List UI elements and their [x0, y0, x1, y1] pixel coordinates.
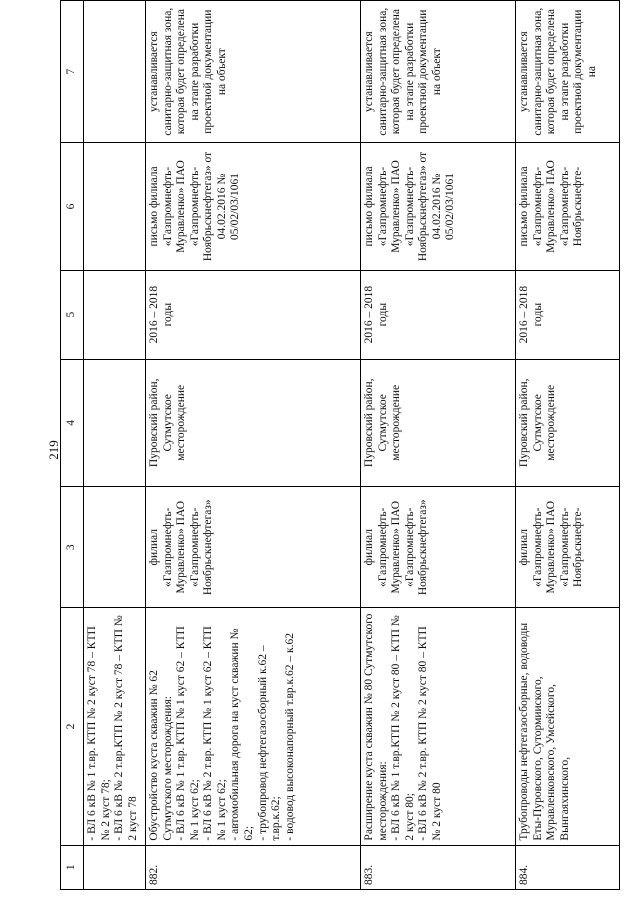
- row-number: 884.: [516, 845, 620, 889]
- cell-description: [361, 608, 516, 845]
- table-row: [361, 1, 516, 890]
- text-line: - водовод высоконапорный т.вр.к.62 – к.62: [283, 633, 296, 841]
- table-row: [146, 1, 361, 890]
- cell-source: письмо филиала «Газпромнефть-Муравленко» ПАО «Газпромнефть-Ноябрьскнефтегаз» от 04.02.2016 № 05/02/03/1061: [361, 143, 516, 270]
- col-header-3: 3: [61, 487, 84, 608]
- row-number: 883.: [361, 845, 516, 889]
- text-line: - автомобильная дорога на куст скважин № 62;: [229, 628, 255, 841]
- cell-organization: филиал «Газпромнефть-Муравленко» ПАО «Газпромнефть-Ноябрьскнефте-: [516, 487, 620, 608]
- cell-num: [84, 845, 146, 889]
- cell-period: 2016 – 2018 годы: [361, 270, 516, 359]
- cell-description: [84, 608, 146, 845]
- cell-source: письмо филиала «Газпромнефть-Муравленко» ПАО «Газпромнефть-Ноябрьскнефте-: [516, 143, 620, 270]
- cell-location: Пуровский район, Сутмутское месторождение: [516, 359, 620, 486]
- col-header-5: 5: [61, 270, 84, 359]
- cell-source: письмо филиала «Газпромнефть-Муравленко» ПАО «Газпромнефть-Ноябрьскнефтегаз» от 04.02.2016 № 05/02/03/1061: [146, 143, 361, 270]
- col-header-1: 1: [61, 845, 84, 889]
- text-line: - ВЛ 6 кВ № 1 т.вр. КТП № 1 куст 62 – КТП № 1 куст 62;: [175, 626, 201, 841]
- cell-note: устанавливается санитарно-защитная зона, которая будет определена на этапе разработки проектной документации на объект: [146, 1, 361, 143]
- col-header-6: 6: [61, 143, 84, 270]
- text-line: - ВЛ 6 кВ № 2 т.вр. КТП № 1 куст 62 – КТП № 1 куст 62;: [202, 626, 228, 841]
- cell-empty: [84, 1, 146, 143]
- col-header-7: 7: [61, 1, 84, 143]
- document-table: [60, 0, 620, 890]
- row-number: 882.: [146, 845, 361, 889]
- table-row-continuation: [84, 1, 146, 890]
- text-line: Обустройство куста скважин № 62 Сутмутского месторождения:: [148, 670, 174, 841]
- cell-location: Пуровский район, Сутмутское месторождение: [361, 359, 516, 486]
- col-header-2: 2: [61, 608, 84, 845]
- text-line: Трубопроводы нефтегазосборные, водоводы Еты-Пуровского, Сутормииского, Муравленковского, Умсейского, Вынгаяхинского,: [518, 622, 571, 841]
- text-line: - ВЛ 6 кВ № 2 т.вр. КТП № 2 куст 80 – КТП № 2 куст 80: [417, 626, 443, 841]
- text-line: - ВЛ 6 кВ № 1 т.вр. КТП № 2 куст 78 – КТП № 2 куст 78;: [86, 626, 112, 841]
- text-line: - ВЛ 6 кВ № 2 т.вр.КТП № 2 куст 78 – КТП № 2 куст 78: [113, 615, 139, 841]
- cell-empty: [84, 487, 146, 608]
- cell-empty: [84, 359, 146, 486]
- cell-description: [146, 608, 361, 845]
- cell-note: устанавливается санитарно-защитная зона, которая будет определена на этапе разработки проектной документации на: [516, 1, 620, 143]
- cell-period: 2016 – 2018 годы: [516, 270, 620, 359]
- text-line: - трубопровод нефтегазосборный к.62 – т.вр.к.62;: [256, 645, 283, 841]
- cell-organization: филиал «Газпромнефть-Муравленко» ПАО «Газпромнефть-Ноябрьскнефтегаз»: [146, 487, 361, 608]
- cell-organization: филиал «Газпромнефть-Муравленко» ПАО «Газпромнефть-Ноябрьскнефтегаз»: [361, 487, 516, 608]
- cell-empty: [84, 270, 146, 359]
- col-header-4: 4: [61, 359, 84, 486]
- cell-location: Пуровский район, Сутмутское месторождение: [146, 359, 361, 486]
- header-row: [61, 1, 84, 890]
- cell-period: 2016 – 2018 годы: [146, 270, 361, 359]
- text-line: Расширение куста скважин № 80 Сутмутского месторождения:: [363, 613, 389, 841]
- table-row: [516, 1, 620, 890]
- page-number: 219: [46, 440, 61, 460]
- cell-description: [516, 608, 620, 845]
- text-line: - ВЛ 6 кВ № 1 т.вр.КТП № 2 куст 80 – КТП № 2 куст 80;: [390, 615, 416, 841]
- cell-empty: [84, 143, 146, 270]
- cell-note: устанавливается санитарно-защитная зона, которая будет определена на этапе разработки проектной документации на объект: [361, 1, 516, 143]
